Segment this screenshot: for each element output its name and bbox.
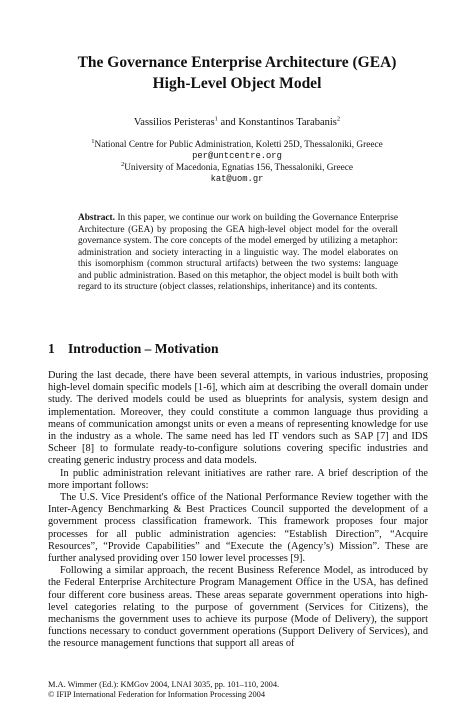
abstract-label: Abstract. xyxy=(78,213,115,223)
section-heading xyxy=(48,340,428,357)
affiliation-text: University of Macedonia, Egnatias 156, Thessaloniki, Greece xyxy=(124,162,354,173)
section-title: Introduction – Motivation xyxy=(68,341,219,356)
author-list xyxy=(40,116,434,129)
abstract xyxy=(78,213,398,294)
footer-copyright: © IFIP International Federation for Information Processing 2004 xyxy=(48,690,266,700)
author-email: kat@uom.gr xyxy=(210,173,264,184)
abstract-text: In this paper, we continue our work on building the Governance Enterprise Architecture (GEA) by proposing the GEA high-level object model for the overall governance system. The core concepts of the model emerged by utilizing a metaphor: administration and society interacting in a linguistic way. The model elaborates on this isomorphism (common structural artifacts) between the two systems: language and public administration. Based on this metaphor, the object model is built both with regard to its structure (object classes, relationships, inheritance) and its contents. xyxy=(78,213,398,293)
section-number: 1 xyxy=(48,341,55,356)
body-text xyxy=(48,370,428,651)
body-paragraph: Following a similar approach, the recent Business Reference Model, as introduced by the Federal Enterprise Architecture Program Management Office in the USA, has defined four different core business areas. These areas separate government operations into high-level categories relating to the purpose of government (Services for Citizens), the mechanisms the government uses to achieve its purpose (Mode of Delivery), the support functions necessary to conduct government operations (Support Delivery of Services), and the resource management functions that support all areas of xyxy=(48,565,428,650)
author-affiliation-mark: 1 xyxy=(214,115,218,123)
author-name: Konstantinos Tarabanis xyxy=(238,117,337,128)
author-affiliation-mark: 2 xyxy=(336,115,341,123)
body-paragraph: During the last decade, there have been several attempts, in various industries, proposing high-level domain specific models [1-6], which aim at describing the overall domain under study. The derived models could be used as blueprints for analysis, system design and implementation. Moreover, they could constitute a common language thus providing a means of communication amongst units or even a means of representing knowledge for use in the industry as a whole. The same need has led IT vendors such as SAP [7] and IDS Scheer [8] to formulate ready-to-configure solutions covering specific industries and creating generic industry process and data models. xyxy=(48,370,428,467)
affiliation-mark: 1 xyxy=(91,137,95,145)
author-email: per@untcentre.org xyxy=(192,151,282,162)
paper-title xyxy=(40,52,434,94)
body-paragraph: In public administration relevant initiatives are rather rare. A brief description of the more important follows: xyxy=(48,467,428,491)
body-paragraph: The U.S. Vice President's office of the National Performance Review together with the Inter-Agency Benchmarking & Best Practices Council supported the development of a government process classification framework. This framework proposes four major processes for all public administration agencies: “Establish Direction”, “Acquire Resources”, “Provide Capabilities” and “Execute the (Agency’s) Mission”. These are further analysed providing over 150 lower level processes [9]. xyxy=(48,492,428,565)
paper-title-line-1: The Governance Enterprise Architecture (GEA) xyxy=(77,54,397,71)
author-connector: and xyxy=(217,117,239,128)
page-footer xyxy=(48,680,438,701)
paper-title-line-2: High-Level Object Model xyxy=(152,75,322,92)
author-name: Vassilios Peristeras xyxy=(133,117,215,128)
affiliations xyxy=(40,137,434,185)
affiliation-mark: 2 xyxy=(120,160,125,168)
affiliation-1 xyxy=(40,137,434,151)
affiliation-text: National Centre for Public Administration, Koletti 25D, Thessaloniki, Greece xyxy=(94,140,383,150)
footer-citation: M.A. Wimmer (Ed.): KMGov 2004, LNAI 3035, pp. 101–110, 2004. xyxy=(48,680,280,689)
affiliation-2 xyxy=(40,160,434,174)
